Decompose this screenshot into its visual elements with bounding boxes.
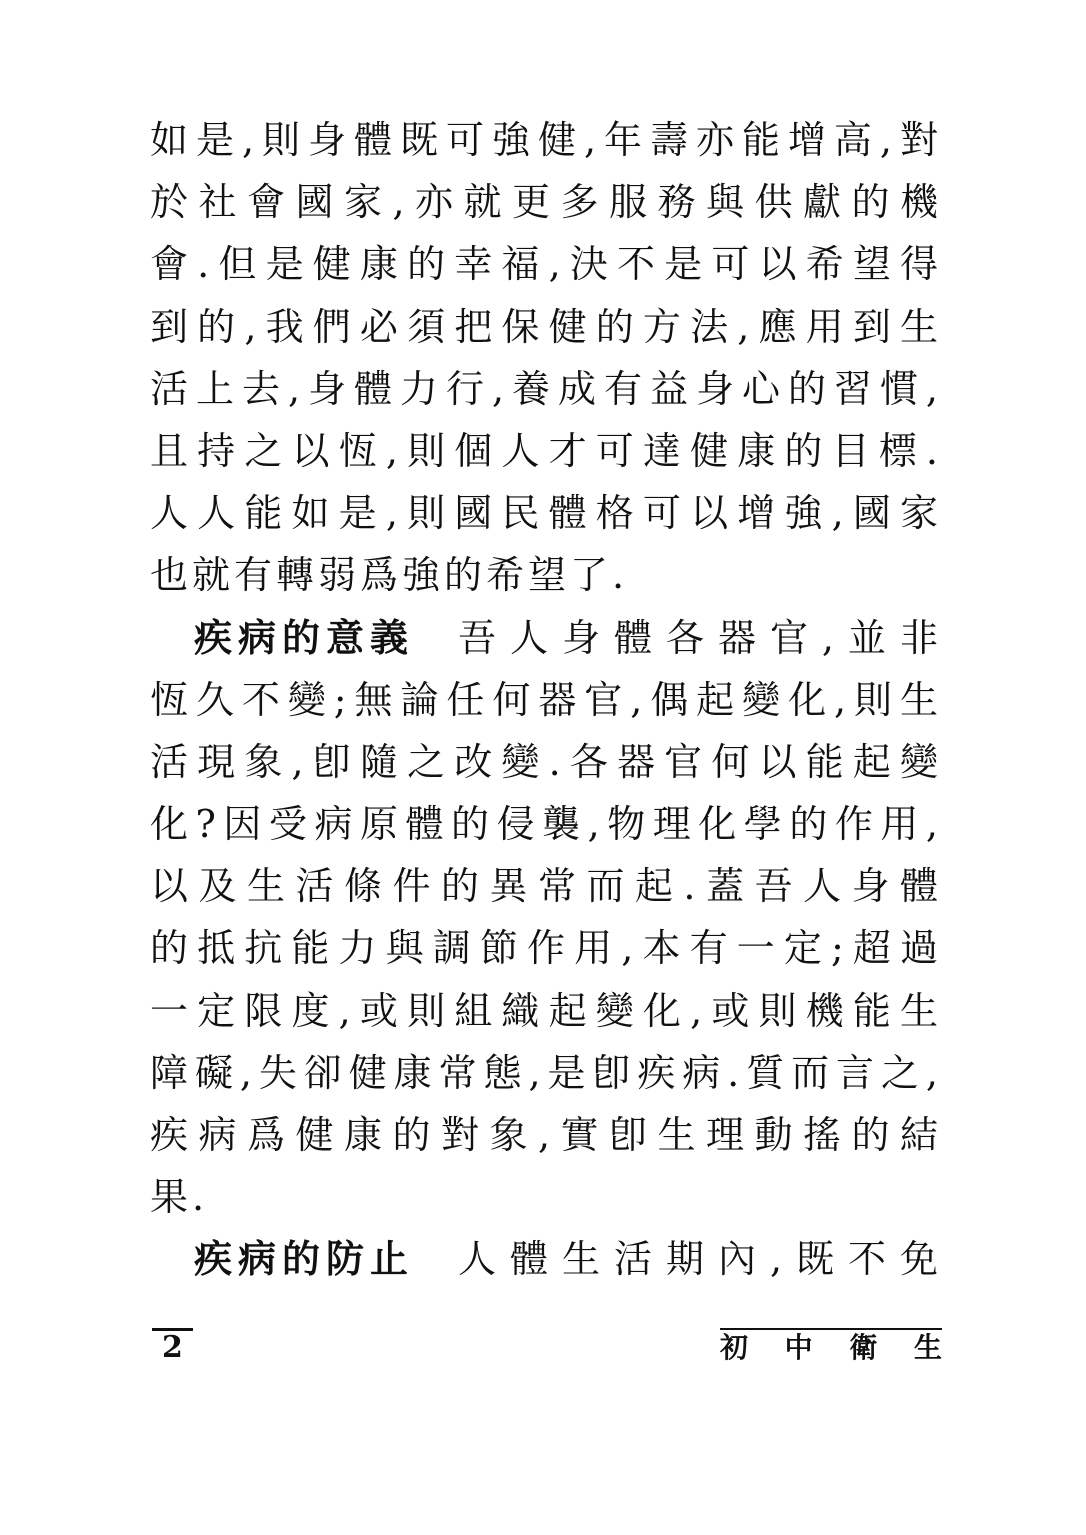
text-line: 障礙,失卻健康常態,是卽疾病.質而言之, [150, 1050, 942, 1095]
section-heading: 疾病的意義 [194, 615, 415, 660]
text-line: 人人能如是,則國民體格可以增強,國家 [150, 491, 942, 536]
text-line: 且持之以恆,則個人才可達健康的目標. [150, 428, 942, 473]
page-number: 2 [152, 1328, 193, 1363]
running-head-char: 生 [913, 1331, 942, 1364]
text-line: 如是,則身體既可強健,年壽亦能增高,對 [150, 118, 942, 162]
running-head-char: 初 [720, 1331, 749, 1364]
running-head-char: 中 [784, 1331, 813, 1364]
text-line: 恆久不變;無論任何器官,偶起變化,則生 [150, 677, 942, 722]
text-line: 吾人身體各器官,並非 [458, 615, 942, 660]
text-line: 一定限度,或則組織起變化,或則機能生 [150, 988, 942, 1033]
page-body [150, 118, 942, 1300]
text-line: 活現象,卽隨之改變.各器官何以能起變 [150, 739, 942, 784]
text-line: 也就有轉弱爲強的希望了. [150, 553, 629, 598]
section-heading-line [150, 616, 942, 678]
running-head [720, 1328, 942, 1364]
text-line: 的抵抗能力與調節作用,本有一定;超過 [150, 926, 942, 971]
section-heading: 疾病的防止 [194, 1237, 415, 1282]
text-line: 活上去,身體力行,養成有益身心的習慣, [150, 366, 942, 411]
page-footer [150, 1322, 942, 1365]
text-line: 化?因受病原體的侵襲,物理化學的作用, [150, 802, 942, 847]
text-line: 疾病爲健康的對象,實卽生理動搖的結 [150, 1113, 942, 1157]
text-line: 以及生活條件的異常而起.蓋吾人身體 [150, 864, 942, 909]
text-line: 人體生活期內,既不免 [458, 1237, 942, 1282]
text-line: 會.但是健康的幸福,決不是可以希望得 [150, 242, 942, 287]
text-line: 到的,我們必須把保健的方法,應用到生 [150, 304, 942, 349]
section-heading-line [150, 1237, 942, 1299]
running-head-char: 衛 [849, 1331, 878, 1364]
text-line: 於社會國家,亦就更多服務與供獻的機 [150, 180, 942, 225]
text-line: 果. [150, 1175, 209, 1220]
